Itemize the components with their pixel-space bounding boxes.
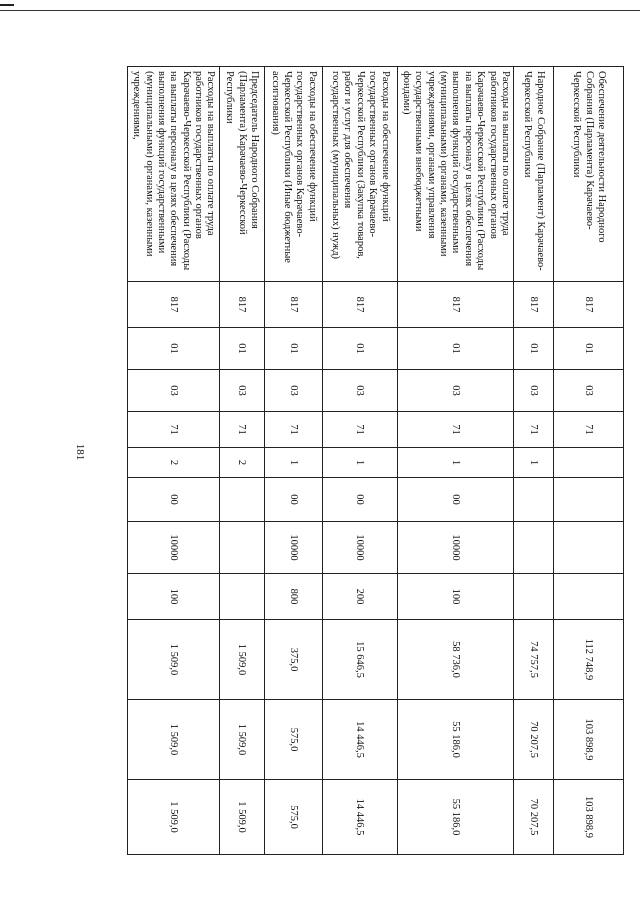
- budget-table: [127, 66, 624, 855]
- cell-expense-type: [514, 574, 554, 620]
- cell-subsection: 03: [322, 370, 397, 412]
- table-body: [127, 67, 623, 855]
- cell-amount-3: 1 509,0: [219, 780, 264, 855]
- table-row: [322, 67, 397, 855]
- cell-program: 71: [554, 412, 624, 448]
- cell-subsection: 03: [397, 370, 513, 412]
- cell-amount-3: 55 186,0: [397, 780, 513, 855]
- table-row: [514, 67, 554, 855]
- budget-table-rotator: [131, 66, 624, 854]
- cell-section: 01: [264, 328, 322, 370]
- cell-program: 71: [514, 412, 554, 448]
- cell-amount-1: 15 646,5: [322, 620, 397, 700]
- cell-expense-type: [219, 574, 264, 620]
- table-row: [127, 67, 219, 855]
- cell-subprogram: 1: [514, 448, 554, 478]
- cell-subsection: 03: [554, 370, 624, 412]
- cell-description: Расходы на выплаты по оплате труда работников государственных органов Карачаево-Черкесской Республики (Расходы на выплаты персоналу в целях обеспечения выполнения функций государственными (муниципальными) органами, казенными учреждениями, органами управления государственными внебюджетными фондами): [397, 67, 513, 282]
- cell-amount-3: 70 207,5: [514, 780, 554, 855]
- cell-amount-2: 14 446,5: [322, 700, 397, 780]
- cell-description: Расходы на обеспечение функций государственных органов Карачаево-Черкесской Республики (Иные бюджетные ассигнования): [264, 67, 322, 282]
- cell-subprogram: [554, 448, 624, 478]
- cell-amount-2: 70 207,5: [514, 700, 554, 780]
- cell-subprogram: 2: [127, 448, 219, 478]
- cell-description: Обеспечение деятельности Народного Собрания (Парламента) Карачаево-Черкесской Республики: [554, 67, 624, 282]
- cell-subsection: 03: [127, 370, 219, 412]
- cell-expense-type: [554, 574, 624, 620]
- cell-ministry: 817: [397, 282, 513, 328]
- cell-main-event: [219, 478, 264, 522]
- cell-ministry: 817: [219, 282, 264, 328]
- cell-section: 01: [127, 328, 219, 370]
- cell-subsection: 03: [514, 370, 554, 412]
- cell-amount-3: 575,0: [264, 780, 322, 855]
- cell-direction: [554, 522, 624, 574]
- cell-direction: 10000: [397, 522, 513, 574]
- cell-program: 71: [322, 412, 397, 448]
- cell-expense-type: 800: [264, 574, 322, 620]
- cell-subprogram: 2: [219, 448, 264, 478]
- cell-section: 01: [514, 328, 554, 370]
- cell-subprogram: 1: [322, 448, 397, 478]
- cell-amount-2: 1 509,0: [219, 700, 264, 780]
- cell-subsection: 03: [219, 370, 264, 412]
- cell-direction: 10000: [127, 522, 219, 574]
- cell-amount-1: 1 509,0: [219, 620, 264, 700]
- table-row: [219, 67, 264, 855]
- table-row: [554, 67, 624, 855]
- cell-section: 01: [219, 328, 264, 370]
- cell-program: 71: [219, 412, 264, 448]
- cell-amount-1: 1 509,0: [127, 620, 219, 700]
- cell-amount-3: 103 898,9: [554, 780, 624, 855]
- cell-main-event: 00: [322, 478, 397, 522]
- cell-section: 01: [554, 328, 624, 370]
- page-number: 181: [74, 443, 86, 461]
- cell-program: 71: [127, 412, 219, 448]
- cell-ministry: 817: [514, 282, 554, 328]
- cell-direction: 10000: [264, 522, 322, 574]
- cell-amount-2: 1 509,0: [127, 700, 219, 780]
- corner-mark: [0, 4, 14, 6]
- cell-main-event: 00: [397, 478, 513, 522]
- cell-program: 71: [397, 412, 513, 448]
- cell-amount-1: 58 736,0: [397, 620, 513, 700]
- cell-subsection: 03: [264, 370, 322, 412]
- cell-description: Расходы на выплаты по оплате труда работников государственных органов Карачаево-Черкесской Республики (Расходы на выплаты персоналу в целях обеспечения выполнения функций государственными (муниципальными) органами, казенными учреждениями,: [127, 67, 219, 282]
- cell-main-event: [554, 478, 624, 522]
- cell-direction: [514, 522, 554, 574]
- cell-ministry: 817: [322, 282, 397, 328]
- cell-description: Расходы на обеспечение функций государственных органов Карачаево-Черкесской Республики (Закупка товаров, работ и услуг для обеспечения государственных (муниципальных) нужд): [322, 67, 397, 282]
- budget-table-area: [131, 66, 624, 854]
- cell-direction: 10000: [322, 522, 397, 574]
- cell-expense-type: 200: [322, 574, 397, 620]
- cell-section: 01: [397, 328, 513, 370]
- cell-main-event: [514, 478, 554, 522]
- cell-amount-2: 103 898,9: [554, 700, 624, 780]
- cell-main-event: 00: [127, 478, 219, 522]
- cell-direction: [219, 522, 264, 574]
- cell-ministry: 817: [127, 282, 219, 328]
- cell-ministry: 817: [264, 282, 322, 328]
- cell-ministry: 817: [554, 282, 624, 328]
- cell-main-event: 00: [264, 478, 322, 522]
- cell-amount-1: 112 748,9: [554, 620, 624, 700]
- cell-subprogram: 1: [397, 448, 513, 478]
- table-row: [397, 67, 513, 855]
- cell-amount-2: 55 186,0: [397, 700, 513, 780]
- cell-amount-2: 575,0: [264, 700, 322, 780]
- cell-amount-1: 74 757,5: [514, 620, 554, 700]
- header-rule: [0, 10, 640, 11]
- cell-program: 71: [264, 412, 322, 448]
- cell-amount-3: 1 509,0: [127, 780, 219, 855]
- cell-expense-type: 100: [127, 574, 219, 620]
- cell-description: Народное Собрание (Парламент) Карачаево-Черкесской Республики: [514, 67, 554, 282]
- cell-amount-3: 14 446,5: [322, 780, 397, 855]
- cell-description: Председатель Народного Собрания (Парламента) Карачаево-Черкесской Республики: [219, 67, 264, 282]
- cell-section: 01: [322, 328, 397, 370]
- cell-subprogram: 1: [264, 448, 322, 478]
- cell-amount-1: 375,0: [264, 620, 322, 700]
- table-row: [264, 67, 322, 855]
- cell-expense-type: 100: [397, 574, 513, 620]
